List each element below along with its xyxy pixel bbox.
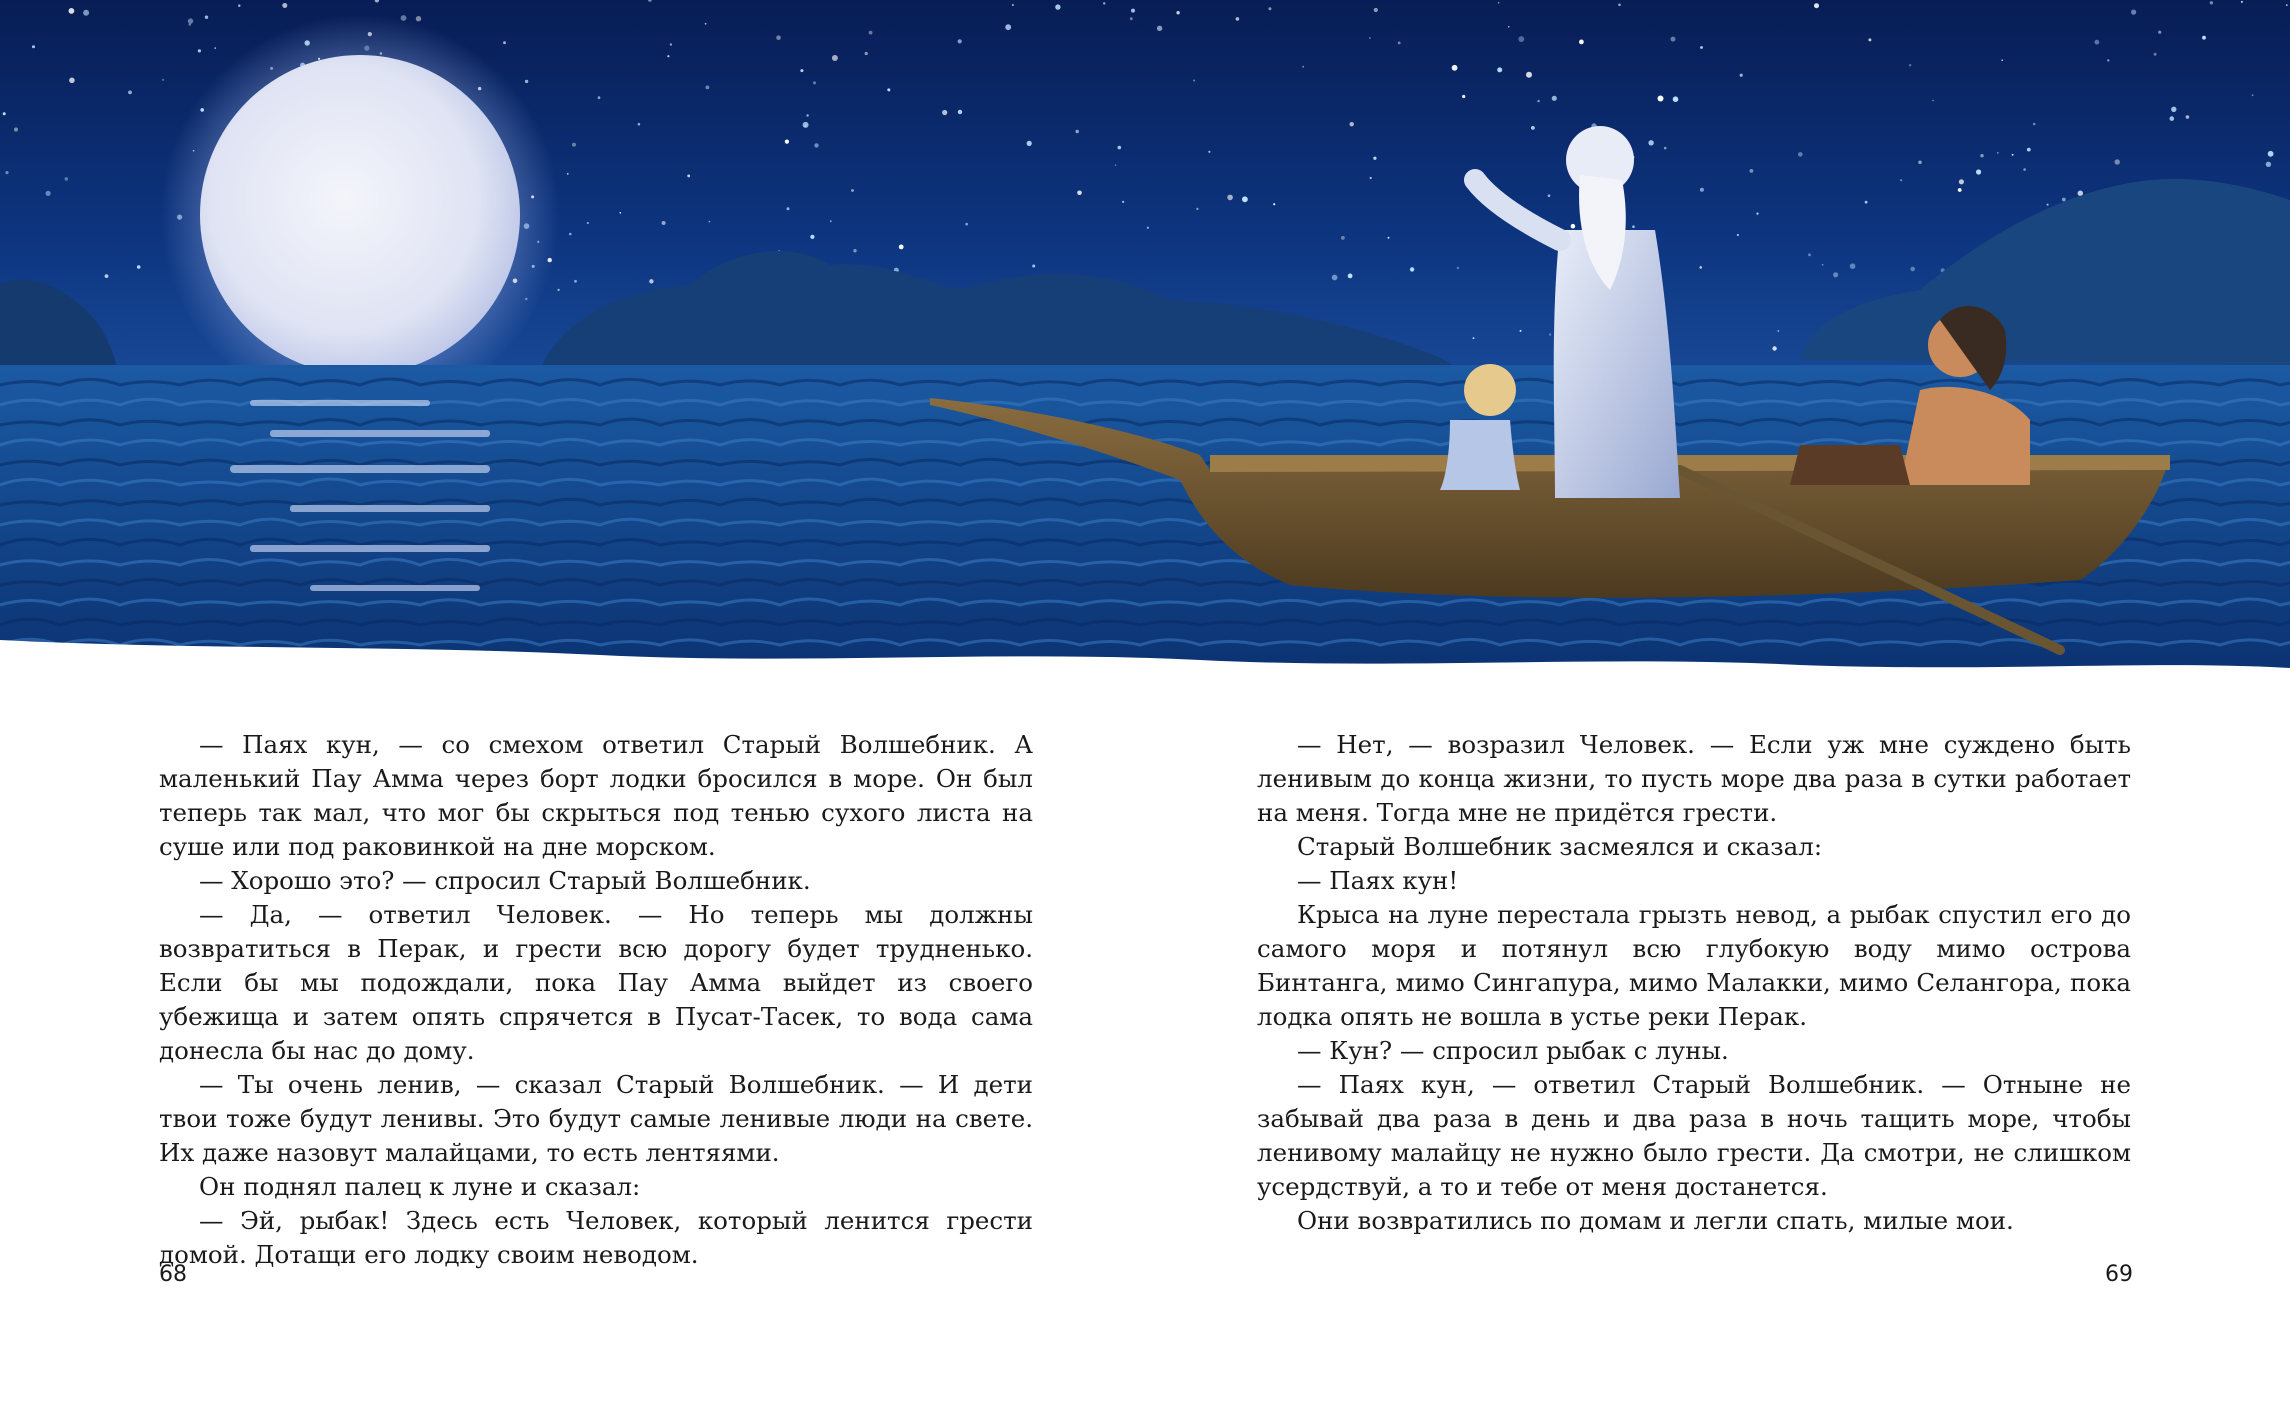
star <box>1452 65 1458 71</box>
star <box>1632 225 1635 228</box>
star <box>65 177 69 181</box>
star <box>574 280 577 283</box>
star <box>887 88 890 91</box>
paragraph: — Хорошо это? — спросил Старый Волшебник. <box>199 866 811 895</box>
star <box>1498 2 1500 4</box>
star <box>709 221 711 223</box>
star <box>128 91 132 95</box>
star <box>830 220 832 222</box>
star <box>813 81 816 84</box>
star <box>1737 234 1739 236</box>
star <box>1369 37 1371 39</box>
star <box>558 289 560 291</box>
star <box>2012 154 2014 156</box>
star <box>1268 7 1271 10</box>
star <box>1549 333 1551 335</box>
star <box>598 96 601 99</box>
star <box>1032 265 1035 268</box>
star <box>1700 188 1704 192</box>
star <box>620 212 622 214</box>
star <box>865 52 868 55</box>
star <box>2107 59 2109 61</box>
star <box>2186 115 2190 119</box>
star <box>806 114 808 116</box>
star <box>1350 122 1354 126</box>
star <box>2047 204 2049 206</box>
star <box>1193 80 1195 82</box>
star <box>649 279 653 283</box>
star <box>1531 126 1535 130</box>
star <box>1648 140 1653 145</box>
star <box>3 112 6 115</box>
star <box>1959 179 1964 184</box>
star <box>1196 208 1198 210</box>
star <box>1410 267 1414 271</box>
paragraph: — Нет, — возразил Человек. — Если уж мне суждено быть ленивым до конца жизни, то пусть море два раза в сутки работает на меня. Тогда мне не придётся грести. <box>1257 730 2131 827</box>
star <box>46 191 51 196</box>
star <box>1227 195 1233 201</box>
star <box>1910 267 1915 272</box>
star <box>687 175 690 178</box>
star <box>105 274 109 278</box>
star <box>965 223 968 226</box>
star <box>1373 157 1376 160</box>
star <box>416 16 421 21</box>
star <box>1370 177 1372 179</box>
star <box>1473 337 1475 339</box>
star <box>667 55 669 57</box>
star <box>1932 100 1934 102</box>
star <box>569 233 572 236</box>
star <box>662 221 666 225</box>
star <box>1814 3 1819 8</box>
star <box>1664 147 1667 150</box>
star <box>1273 203 1275 205</box>
star <box>832 55 838 61</box>
star <box>1909 64 1911 66</box>
star <box>1958 188 1962 192</box>
star <box>214 47 216 49</box>
star <box>1699 266 1702 269</box>
star <box>205 16 208 19</box>
star <box>1055 4 1060 9</box>
star <box>1526 72 1532 78</box>
star <box>1777 330 1779 332</box>
star <box>787 207 790 210</box>
star <box>869 31 873 35</box>
star <box>1548 194 1551 197</box>
star <box>1076 130 1079 133</box>
star <box>1798 152 1803 157</box>
star <box>2286 4 2288 6</box>
star <box>705 23 707 25</box>
page-number-right: 69 <box>2105 1262 2133 1287</box>
moon <box>200 55 520 375</box>
star <box>1850 263 1856 269</box>
star <box>2241 1 2243 3</box>
star <box>1918 161 1922 165</box>
star <box>1398 42 1401 45</box>
star <box>899 245 904 250</box>
star <box>706 86 710 90</box>
star <box>1750 169 1754 173</box>
star <box>1658 96 1664 102</box>
star <box>803 122 809 128</box>
star <box>1115 164 1117 166</box>
star <box>1571 224 1576 229</box>
star <box>83 10 89 16</box>
paragraph: Они возвратились по домам и легли спать, милые мои. <box>1297 1206 2014 1235</box>
star <box>853 249 856 252</box>
paragraph: — Кун? — спросил рыбак с луны. <box>1297 1036 1729 1065</box>
star <box>1208 151 1210 153</box>
star <box>1671 37 1676 42</box>
paragraph: — Эй, рыбак! Здесь есть Человек, который ленится грести домой. Дотащи его лодку своим неводом. <box>159 1206 1033 1269</box>
star <box>2154 53 2157 56</box>
star <box>1348 274 1353 279</box>
right-page-text <box>1257 728 2131 1238</box>
paragraph: Он поднял палец к луне и сказал: <box>199 1172 641 1201</box>
star <box>238 5 240 7</box>
star <box>958 110 962 114</box>
star <box>1130 17 1133 20</box>
star <box>1332 275 1338 281</box>
star <box>1756 213 1758 215</box>
star <box>1462 95 1465 98</box>
star <box>1077 191 1082 196</box>
star <box>2001 59 2003 61</box>
star <box>32 45 35 48</box>
star <box>776 35 781 40</box>
star <box>572 143 576 147</box>
star <box>282 3 287 8</box>
star <box>814 143 818 147</box>
star <box>1302 66 1304 68</box>
star <box>2062 198 2066 202</box>
star <box>587 222 589 224</box>
star <box>2171 107 2176 112</box>
star <box>2210 1 2213 4</box>
star <box>1976 169 1981 174</box>
star <box>1980 154 1983 157</box>
star <box>2023 168 2026 171</box>
star <box>1518 36 1524 42</box>
star <box>1236 17 1240 21</box>
star <box>1618 4 1621 7</box>
night-sea-illustration <box>0 0 2290 700</box>
star <box>14 127 18 131</box>
star <box>1537 100 1539 102</box>
star <box>670 43 672 45</box>
star <box>503 41 506 44</box>
star <box>958 39 962 43</box>
star <box>1520 330 1522 332</box>
star <box>1497 67 1502 72</box>
star <box>2027 148 2031 152</box>
star <box>1673 96 1679 102</box>
star <box>1027 141 1032 146</box>
star <box>69 78 75 84</box>
star <box>1012 4 1014 6</box>
star <box>1005 24 1011 30</box>
star <box>800 69 803 72</box>
paragraph: Старый Волшебник засмеялся и сказал: <box>1297 832 1823 861</box>
star <box>525 80 528 83</box>
star <box>2170 116 2175 121</box>
star <box>1772 346 1776 350</box>
star <box>1833 272 1838 277</box>
star <box>2131 10 2136 15</box>
star <box>1176 11 1179 14</box>
star <box>1118 146 1122 150</box>
star <box>785 140 789 144</box>
star <box>1242 196 1248 202</box>
star <box>198 49 201 52</box>
star <box>162 79 164 81</box>
paragraph: Крыса на луне перестала грызть невод, а рыбак спустил его до самого моря и потянул всю глубокую воду мимо острова Бинтанга, мимо Сингапура, мимо Малакки, мимо Селангора, пока лодка опять не вошла в устье реки Перак. <box>1257 900 2131 1031</box>
star <box>1147 227 1149 229</box>
star <box>2202 36 2206 40</box>
star <box>1552 96 1557 101</box>
star <box>2033 123 2036 126</box>
star <box>1700 46 1703 49</box>
star <box>2158 31 2161 34</box>
page-number-left: 68 <box>159 1262 187 1287</box>
star <box>638 123 641 126</box>
star <box>1157 26 1162 31</box>
star <box>2268 151 2274 157</box>
star <box>1865 201 1868 204</box>
star <box>2078 191 2083 196</box>
star <box>1900 179 1902 181</box>
star <box>1374 8 1378 12</box>
star <box>1341 236 1345 240</box>
star <box>1103 2 1105 4</box>
paragraph: — Да, — ответил Человек. — Но теперь мы должны возвратиться в Перак, и грести всю дорогу будет трудненько. Если бы мы подождали, пока Пау Амма выйдет из своего убежища и затем опять спрячется в Пусат-Тасек, то вода сама донесла бы нас до дому. <box>159 900 1033 1065</box>
star <box>1868 38 1871 41</box>
star <box>5 171 8 174</box>
star <box>2266 162 2271 167</box>
star <box>1131 9 1135 13</box>
paragraph: — Паях кун! <box>1297 866 1459 895</box>
star <box>1997 152 1999 154</box>
star <box>1740 74 1743 77</box>
star <box>1508 26 1510 28</box>
star <box>1122 201 1124 203</box>
paragraph: — Паях кун, — ответил Старый Волшебник. — Отныне не забывай два раза в день и два раза в ночь тащить море, чтобы ленивому малайцу не нужно было грести. Да смотри, не слишком усердствуй, а то и тебе от меня достанется. <box>1257 1070 2131 1201</box>
star <box>567 173 569 175</box>
star <box>2252 94 2254 96</box>
star <box>1457 267 1459 269</box>
star <box>810 235 814 239</box>
star <box>2095 40 2100 45</box>
star <box>188 18 193 23</box>
paragraph: — Ты очень ленив, — сказал Старый Волшебник. — И дети твои тоже будут ленивы. Это будут самые ленивые люди на свете. Их даже назовут малайцами, то есть лентяями. <box>159 1070 1033 1167</box>
star <box>137 265 141 269</box>
left-page-text <box>159 728 1033 1272</box>
star <box>69 8 75 14</box>
star <box>1388 237 1390 239</box>
star <box>1579 40 1584 45</box>
star <box>851 189 854 192</box>
star <box>1822 264 1824 266</box>
star <box>2115 159 2120 164</box>
star <box>1808 253 1811 256</box>
paragraph: — Паях кун, — со смехом ответил Старый Волшебник. А маленький Пау Амма через борт лодки бросился в море. Он был теперь так мал, что мог бы скрыться под тенью сухого листа на суше или под раковинкой на дне морском. <box>159 730 1033 861</box>
star <box>942 110 947 115</box>
